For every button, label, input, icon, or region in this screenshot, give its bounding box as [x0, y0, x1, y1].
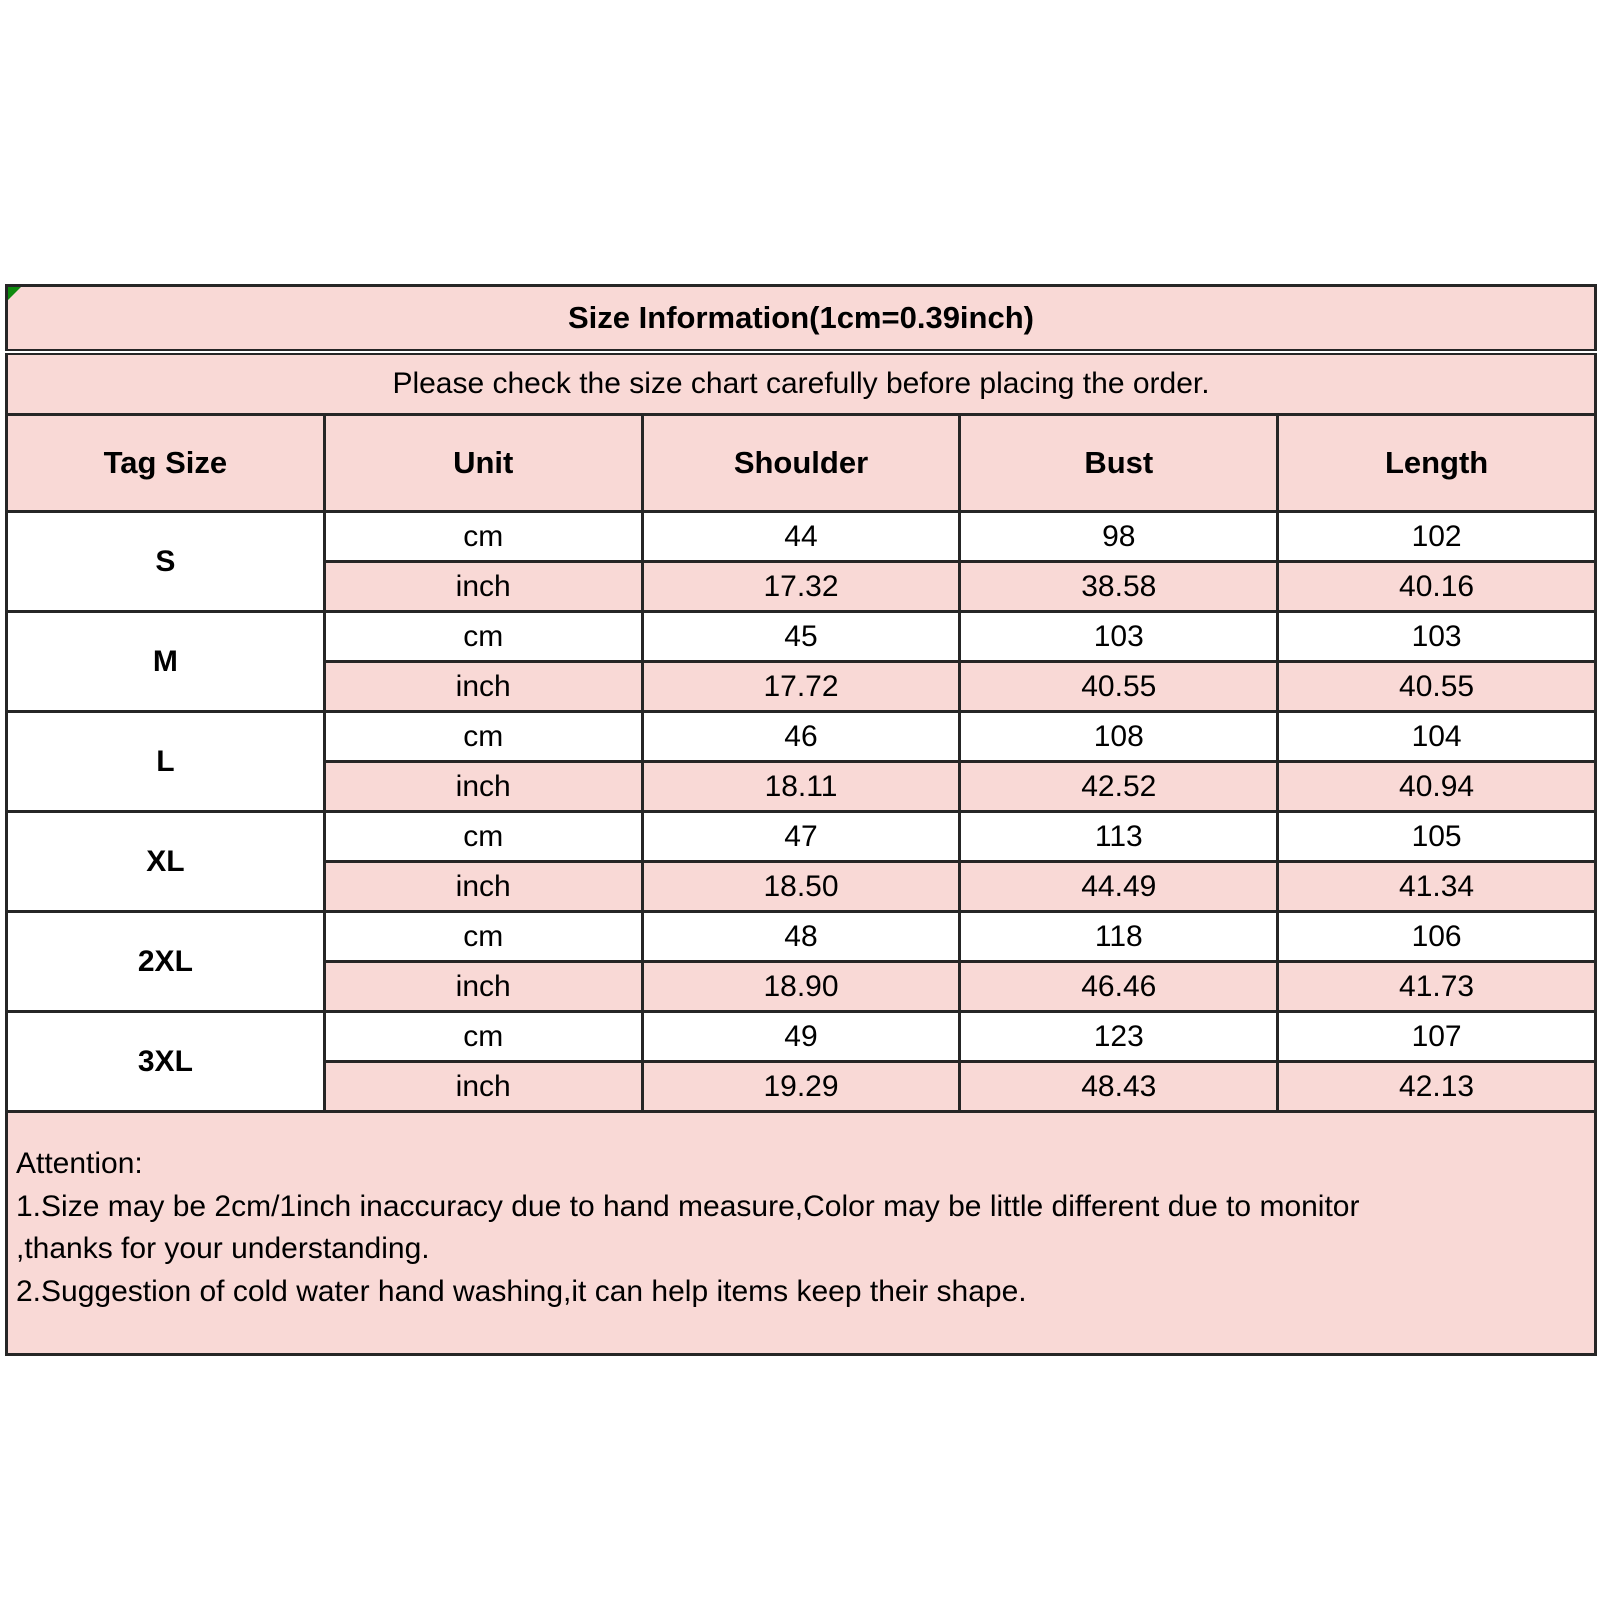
value-shoulder-inch: 17.72	[642, 662, 960, 712]
col-header-unit: Unit	[324, 415, 642, 512]
table-row-2xl-cm	[7, 912, 1596, 962]
col-header-shoulder: Shoulder	[642, 415, 960, 512]
value-length-cm: 103	[1278, 612, 1596, 662]
attention-row	[7, 1112, 1596, 1355]
title-row	[7, 286, 1596, 353]
value-bust-cm: 108	[960, 712, 1278, 762]
unit-label: cm	[324, 512, 642, 562]
attention-line-1: 1.Size may be 2cm/1inch inaccuracy due to hand measure,Color may be little different due to monitor	[16, 1189, 1360, 1223]
table-title: Size Information(1cm=0.39inch)	[568, 300, 1034, 335]
unit-label: cm	[324, 712, 642, 762]
unit-label: cm	[324, 1012, 642, 1062]
value-length-cm: 102	[1278, 512, 1596, 562]
unit-label: cm	[324, 812, 642, 862]
table-row-3xl-cm	[7, 1012, 1596, 1062]
unit-label: cm	[324, 912, 642, 962]
value-length-inch: 41.34	[1278, 862, 1596, 912]
table-row-m-cm	[7, 612, 1596, 662]
unit-label: inch	[324, 862, 642, 912]
value-shoulder-inch: 18.50	[642, 862, 960, 912]
value-length-cm: 105	[1278, 812, 1596, 862]
value-length-inch: 42.13	[1278, 1062, 1596, 1112]
tag-size-m: M	[7, 612, 325, 712]
table-subtitle: Please check the size chart carefully before placing the order.	[7, 352, 1596, 415]
unit-label: inch	[324, 962, 642, 1012]
unit-label: inch	[324, 762, 642, 812]
tag-size-s: S	[7, 512, 325, 612]
value-bust-cm: 123	[960, 1012, 1278, 1062]
attention-line-3: 2.Suggestion of cold water hand washing,it can help items keep their shape.	[16, 1274, 1027, 1308]
attention-note	[7, 1112, 1596, 1355]
value-length-cm: 107	[1278, 1012, 1596, 1062]
cell-corner-marker-icon	[8, 287, 21, 300]
unit-label: inch	[324, 1062, 642, 1112]
table-row-s-cm	[7, 512, 1596, 562]
value-bust-cm: 98	[960, 512, 1278, 562]
tag-size-2xl: 2XL	[7, 912, 325, 1012]
value-length-cm: 104	[1278, 712, 1596, 762]
unit-label: cm	[324, 612, 642, 662]
value-shoulder-cm: 46	[642, 712, 960, 762]
column-header-row	[7, 415, 1596, 512]
value-length-cm: 106	[1278, 912, 1596, 962]
value-bust-inch: 40.55	[960, 662, 1278, 712]
value-bust-inch: 46.46	[960, 962, 1278, 1012]
unit-label: inch	[324, 662, 642, 712]
value-bust-cm: 113	[960, 812, 1278, 862]
col-header-tag-size: Tag Size	[7, 415, 325, 512]
attention-line-2: ,thanks for your understanding.	[16, 1232, 430, 1266]
tag-size-xl: XL	[7, 812, 325, 912]
value-bust-inch: 38.58	[960, 562, 1278, 612]
size-information-table	[5, 284, 1597, 1356]
value-shoulder-inch: 19.29	[642, 1062, 960, 1112]
subtitle-row	[7, 352, 1596, 415]
value-shoulder-cm: 47	[642, 812, 960, 862]
col-header-bust: Bust	[960, 415, 1278, 512]
value-shoulder-inch: 18.11	[642, 762, 960, 812]
value-length-inch: 40.55	[1278, 662, 1596, 712]
value-length-inch: 40.16	[1278, 562, 1596, 612]
value-length-inch: 40.94	[1278, 762, 1596, 812]
tag-size-l: L	[7, 712, 325, 812]
value-shoulder-inch: 18.90	[642, 962, 960, 1012]
value-shoulder-cm: 49	[642, 1012, 960, 1062]
value-length-inch: 41.73	[1278, 962, 1596, 1012]
value-bust-cm: 103	[960, 612, 1278, 662]
value-shoulder-cm: 45	[642, 612, 960, 662]
value-bust-cm: 118	[960, 912, 1278, 962]
value-bust-inch: 42.52	[960, 762, 1278, 812]
value-bust-inch: 44.49	[960, 862, 1278, 912]
value-shoulder-cm: 48	[642, 912, 960, 962]
value-shoulder-inch: 17.32	[642, 562, 960, 612]
table-row-xl-cm	[7, 812, 1596, 862]
tag-size-3xl: 3XL	[7, 1012, 325, 1112]
unit-label: inch	[324, 562, 642, 612]
attention-heading: Attention:	[16, 1147, 143, 1180]
table-title-cell	[7, 286, 1596, 353]
col-header-length: Length	[1278, 415, 1596, 512]
table-row-l-cm	[7, 712, 1596, 762]
value-shoulder-cm: 44	[642, 512, 960, 562]
value-bust-inch: 48.43	[960, 1062, 1278, 1112]
